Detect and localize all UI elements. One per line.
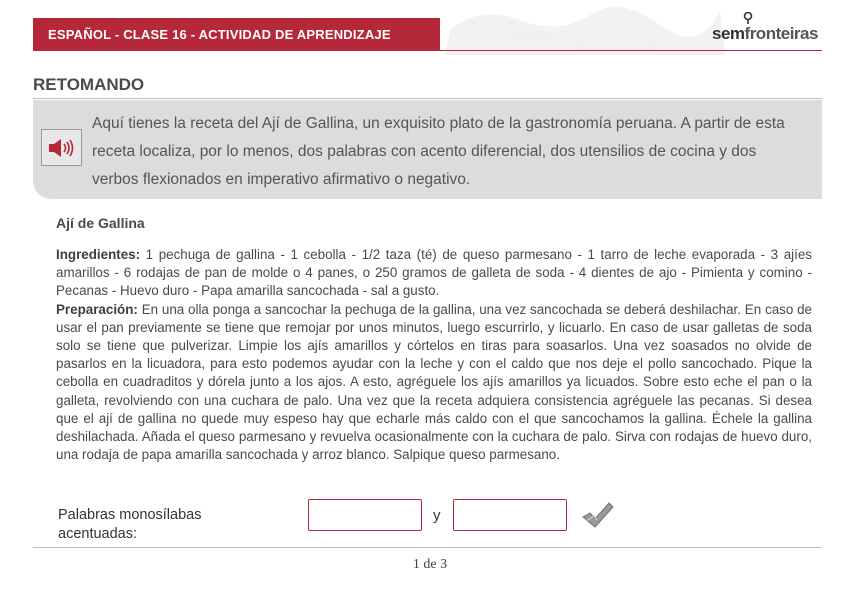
preparation-paragraph xyxy=(56,301,812,465)
answer-input-1[interactable] xyxy=(308,499,422,531)
section-divider xyxy=(33,98,822,99)
check-answer-button[interactable] xyxy=(580,499,614,531)
ingredients-text: 1 pechuga de gallina - 1 cebolla - 1/2 taza (té) de queso parmesano - 1 tarro de leche evaporada - 3 ajíes amarillos - 6 rodajas de pan de molde o 4 panes, o 250 gramos de galleta de soda - 4 dientes de ajo - Pimienta y comino - Pecanas - Huevo duro - Papa amarilla sancochada - sal a gusto. xyxy=(56,247,812,299)
preparation-label: Preparación: xyxy=(56,301,138,317)
preparation-text: En una olla ponga a sancochar la pechuga de la gallina, una vez sancochada se deberá deshilachar. En caso de usar el pan previamente se tiene que remojar por unos minutos, luego escurrirlo, y licuarlo. En caso de usar galletas de soda solo se tiene que pulverizar. Limpie los ajís amarillos y córtelos en tiras para soasarlos. Una vez soasados no olvide de pasarlos en la licuadora, para esto podemos ayudar con la leche y con el caldo que nos deje el pollo sancochado. Pique la cebolla en cuadraditos y dórela junto a los ajos. A esto, agréguele los ajís amarillos ya licuados. Sobre esto eche el pan o la galleta, revolviendo con una cuchara de palo. Una vez que la receta adquiera consistencia agréguele las pecanas. Si desea que el ají de gallina no quede muy espeso hay que echarle más caldo con el que sancochamos la gallina. Échele la gallina deshilachada. Añada el queso parmesano y revuelva ocasionalmente con la cuchara de palo. Sirva con rodajas de huevo duro, una rodaja de papa amarilla sancochada y arroz blanco. Salpique queso parmesano. xyxy=(56,301,812,463)
world-map-decoration xyxy=(440,0,730,60)
audio-play-button[interactable] xyxy=(41,129,82,166)
section-title: RETOMANDO xyxy=(33,75,145,94)
answer-input-2[interactable] xyxy=(453,499,567,531)
recipe-body xyxy=(56,246,812,464)
check-icon xyxy=(580,499,614,531)
conjunction-label: y xyxy=(433,507,441,524)
lesson-title-bar xyxy=(33,18,440,51)
ingredients-label: Ingredientes: xyxy=(56,247,141,262)
speaker-icon xyxy=(47,137,77,159)
header-divider xyxy=(440,50,822,51)
footer-divider xyxy=(33,547,822,548)
logo-text-fronteiras: fronteiras xyxy=(744,24,818,43)
brand-logo xyxy=(712,14,818,44)
logo-text-sem: sem xyxy=(712,24,745,43)
answer-label: Palabras monosílabas acentuadas: xyxy=(58,507,202,542)
page-indicator: 1 de 3 xyxy=(412,557,448,572)
lesson-title: ESPAÑOL - CLASE 16 - ACTIVIDAD DE APRENDIZAJE xyxy=(48,27,391,42)
ingredients-paragraph xyxy=(56,246,812,301)
recipe-title: Ají de Gallina xyxy=(56,215,145,231)
location-pin-icon xyxy=(743,12,753,24)
intro-instructions: Aquí tienes la receta del Ají de Gallina, un exquisito plato de la gastronomía peruana. A partir de esta receta localiza, por lo menos, dos palabras con acento diferencial, dos utensilios de cocina y dos verbos flexionados en imperativo afirmativo o negativo. xyxy=(92,115,785,188)
